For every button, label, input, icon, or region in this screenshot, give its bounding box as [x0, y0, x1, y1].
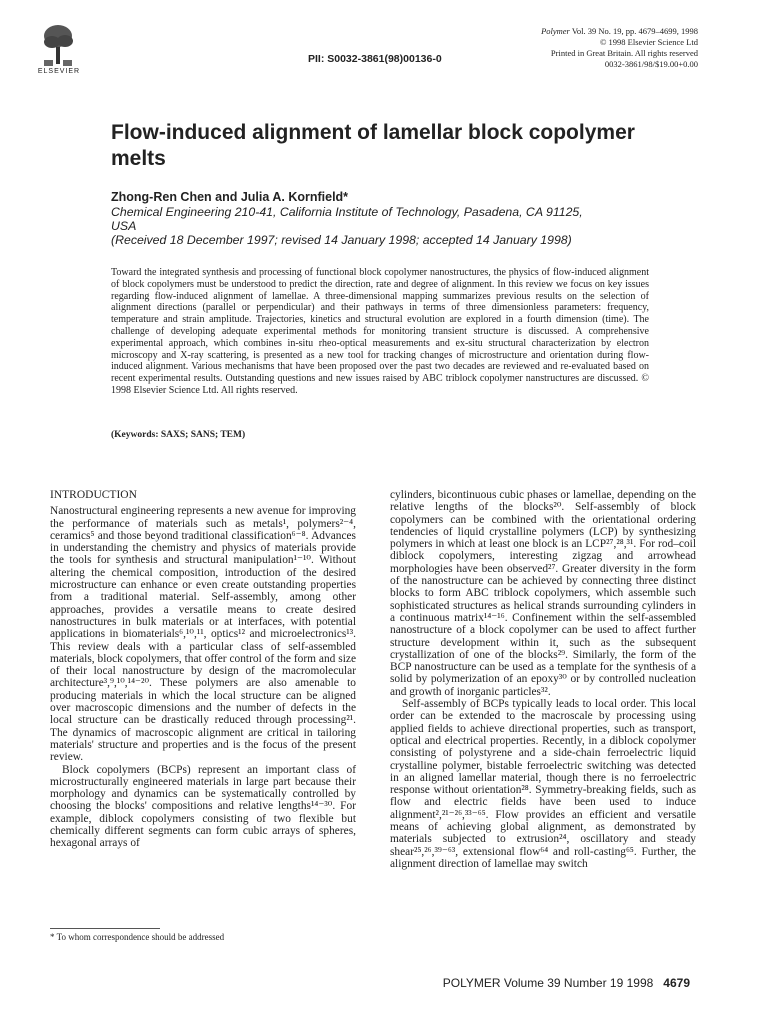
paragraph: cylinders, bicontinuous cubic phases or lamellae, depending on the relative lengths of the blocks²⁰. Self-assembly of block copolymers can be combined with the orientational ordering tendencies of liquid crystalline polymers (LCP) by synthesizing polymers in which at least one block is an LCP²⁷,²⁸,³¹. For rod–coil diblock copolymers, interesting zigzag and arrowhead morphologies have been observed²⁷. Greater diversity in the form of the nanostructure can be achieved by connecting three distinct blocks to form ABC triblock copolymers, which assemble such sophisticated structures as helical strands surrounding cylinders in a continuous matrix¹⁴⁻¹⁶. Confinement within the self-assembled nanostructure of a block copolymer can be used to affect further structure development within it, such as the subsequent crystallization of one of the blocks²⁹. Similarly, the form of the BCP nanostructure can be used as a template for the synthesis of a solid by polymerization of an epoxy³⁰ or by controlled nucleation and growth of inorganic particles³². [390, 489, 696, 698]
footnote: * To whom correspondence should be addressed [50, 932, 225, 942]
footnote-divider [50, 928, 160, 929]
publisher-logo-text: ELSEVIER [37, 68, 81, 75]
left-column [50, 489, 356, 850]
journal-printed: Printed in Great Britain. All rights reserved [550, 48, 698, 58]
affiliation-line-1: Chemical Engineering 210-41, California Institute of Technology, Pasadena, CA 91125, [111, 205, 583, 219]
elsevier-tree-logo-icon [40, 22, 76, 68]
paragraph: Self-assembly of BCPs typically leads to local order. This local order can be extended to the macroscale by processing using applied fields to achieve directional properties, such as transport, optical and electrical properties. Recently, in a diblock copolymer consisting of polystyrene and a side-chain ferroelectric liquid crystalline polymer, bistable ferroelectric switching was detected in an aligned lamellar material, though there is no ferroelectric response without orientation²⁸. Symmetry-breaking fields, such as flow and electric fields have been used to induce alignment²,²¹⁻²⁶,³³⁻⁶⁵. Flow provides an efficient and versatile means of achieving global alignment, as demonstrated by materials subjected to extrusion²⁴, oscillatory and steady shear²⁵,²⁶,³⁹⁻⁶³, extensional flow⁶⁴ and roll-casting⁶⁵. Further, the alignment direction of lamellae may switch [390, 698, 696, 870]
article-affiliation [111, 205, 651, 247]
right-column [390, 489, 696, 870]
journal-name: Polymer [541, 26, 570, 36]
paragraph: Block copolymers (BCPs) represent an important class of microstructurally engineered materials in large part because their morphology and dynamics can be systematically controlled by choosing the blocks' compositions and relative lengths¹⁴⁻³⁰. For example, diblock copolymers consisting of two flexible but chemically different segments can form cubic arrays of spheres, hexagonal arrays of [50, 763, 356, 850]
keywords: (Keywords: SAXS; SANS; TEM) [111, 430, 246, 440]
page-footer [443, 976, 690, 990]
journal-volume: Vol. 39 No. 19, pp. 4679–4699, 1998 [569, 26, 698, 36]
section-heading-introduction: INTRODUCTION [50, 489, 137, 501]
abstract: Toward the integrated synthesis and processing of functional block copolymer nanostructures, the physics of flow-induced alignment of block copolymers must be understood to predict the direction, rate and degree of alignment. In this review we focus on key issues regarding flow-induced alignment of lamellae. A three-dimensional mapping summarizes previous results on the selection of alignment directions (parallel or perpendicular) and their pathways in terms of three dimensionless parameters: frequency, temperature and strain amplitude. Trajectories, kinetics and structural evolution are explored in a fourth dimension (time). The challenge of developing adequate experimental methods for monitoring transient structure is discussed. A comprehensive experimental approach, which combines in-situ rheo-optical measurements and ex-situ structural characterization by electron microscopy and X-ray scattering, is presented as a new tool for tracking changes of microstructure and orientation during flow-induced alignment. Various mechanisms that have been proposed over the past two decades are reviewed and re-evaluated based on recent experimental results. Outstanding questions and new issues raised by ABC triblock copolymer nanstructures are discussed. © 1998 Elsevier Science Ltd. All rights reserved. [111, 267, 649, 396]
article-title: Flow-induced alignment of lamellar block copolymer melts [111, 121, 635, 170]
journal-issn: 0032-3861/98/$19.00+0.00 [604, 59, 698, 69]
pii-code: PII: S0032-3861(98)00136-0 [308, 53, 442, 65]
article-authors: Zhong-Ren Chen and Julia A. Kornfield* [111, 190, 349, 204]
paragraph: Nanostructural engineering represents a new avenue for improving the performance of materials such as metals¹, polymers²⁻⁴, ceramics⁵ and those beyond traditional classification⁶⁻⁸. Advances in understanding the chemistry and physics of materials provide the tools for synthesis and structural manipulation¹⁻¹⁰. Without altering the chemical composition, introduction of the desired microstructure can enhance or even create outstanding properties from a traditional material. Self-assembly, among other approaches, provides a versatile means to create desired nanostructures in bulk materials or at interfaces, with potential applications in biomaterials⁶,¹⁰,¹¹, optics¹² and microelectronics¹³. This review deals with a particular class of self-assembled materials, block copolymers, that offer control of the form and size of their local nanostructure by design of the macromolecular architecture³,⁹,¹⁰,¹⁴⁻²⁰. These polymers are also amenable to producing materials in which the local structure can be aligned over macroscopic dimensions and the number of defects in the local structure can be drastically reduced through processing²¹. The dynamics of macroscopic alignment are critical in tailoring materials' structure and properties and is the focus of the present review. [50, 505, 356, 764]
journal-info [541, 26, 698, 70]
received-dates: (Received 18 December 1997; revised 14 January 1998; accepted 14 January 1998) [111, 233, 572, 247]
affiliation-line-2: USA [111, 219, 137, 233]
page-number: 4679 [663, 976, 690, 990]
journal-copyright: © 1998 Elsevier Science Ltd [599, 37, 698, 47]
footer-journal: POLYMER Volume 39 Number 19 1998 [442, 976, 654, 990]
